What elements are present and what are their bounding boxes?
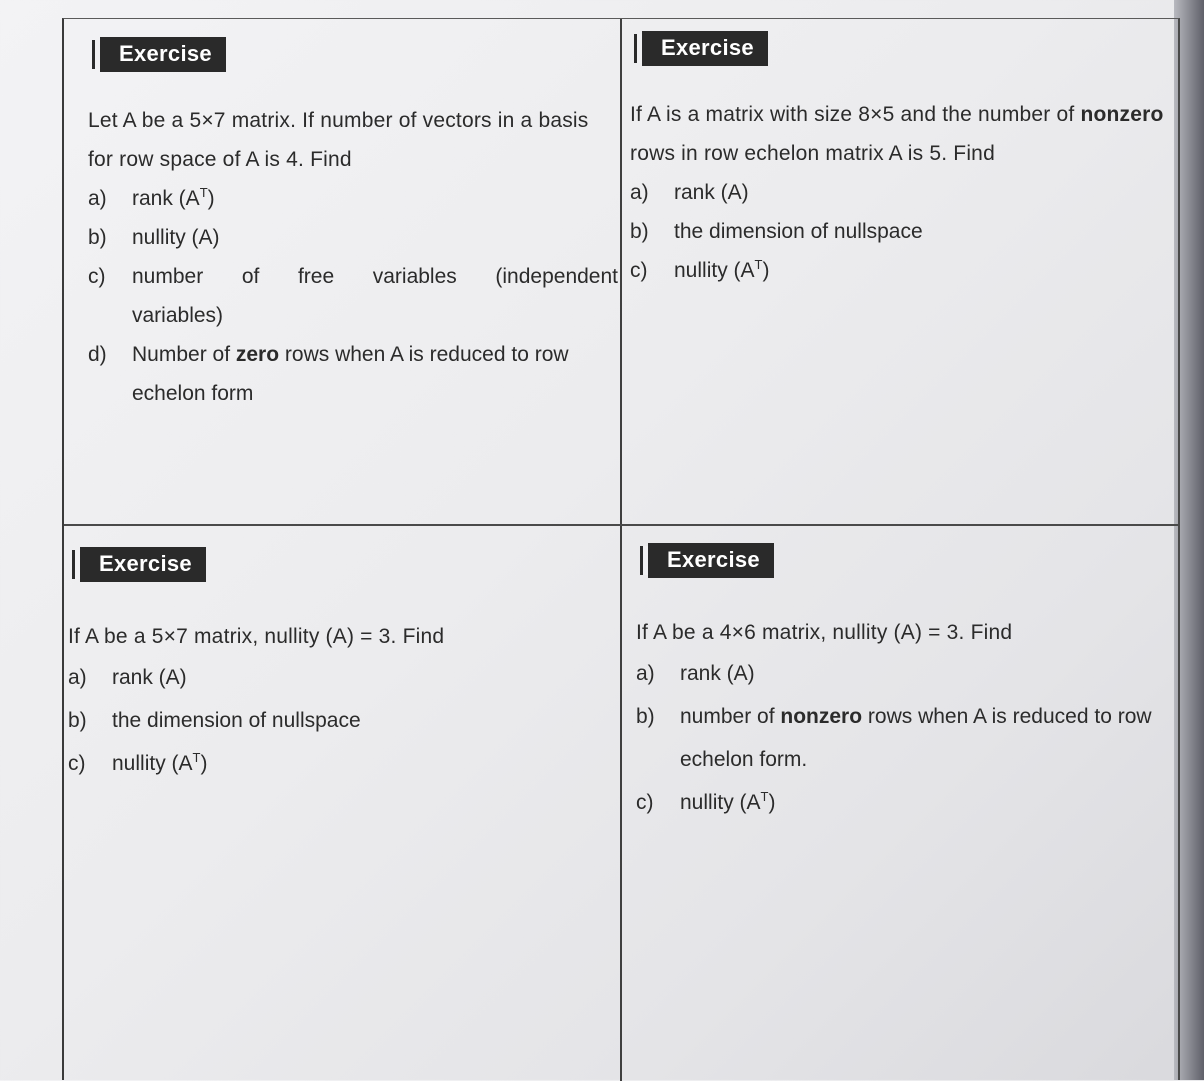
list-item: a) rank (A) bbox=[630, 181, 749, 204]
exercise-badge: Exercise bbox=[100, 37, 226, 72]
list-item: b) number of nonzero rows when A is reduced to row echelon form. bbox=[636, 705, 1152, 771]
exercise-stem: If A be a 4×6 matrix, nullity (A) = 3. Find bbox=[636, 621, 1013, 644]
list-item: c) nullity $(A^T)$ bbox=[68, 750, 208, 775]
list-item: b) nullity (A) bbox=[88, 226, 220, 249]
list-item: c) nullity $(A^T)$ bbox=[630, 257, 770, 282]
exercise-badge: Exercise bbox=[80, 547, 206, 582]
exercise-stem: If A be a 5×7 matrix, nullity (A) = 3. Find bbox=[68, 625, 445, 648]
grid-divider-vertical bbox=[620, 19, 622, 1081]
exercise-stem: Let A be a 5×7 matrix. If number of vectors in a basis for row space of A is 4. Find bbox=[88, 109, 589, 171]
list-item: a) rank (A) bbox=[636, 662, 755, 685]
exercise-box-2 bbox=[630, 31, 1180, 290]
exercise-badge: Exercise bbox=[642, 31, 768, 66]
list-item: c) number of free variables (independent variables) bbox=[88, 265, 618, 327]
list-item: b) the dimension of nullspace bbox=[630, 220, 923, 243]
exercise-box-3 bbox=[68, 547, 608, 785]
list-item: d) Number of zero rows when A is reduced to row echelon form bbox=[88, 343, 569, 405]
exercise-stem: If A is a matrix with size 8×5 and the number of nonzero rows in row echelon matrix A is 5. Find bbox=[630, 103, 1164, 165]
exercise-box-1 bbox=[88, 37, 618, 413]
list-item: b) the dimension of nullspace bbox=[68, 709, 361, 732]
list-item: c) nullity $(A^T)$ bbox=[636, 789, 776, 814]
exercise-badge: Exercise bbox=[648, 543, 774, 578]
exercise-grid bbox=[62, 18, 1180, 1080]
list-item: a) rank (A) bbox=[68, 666, 187, 689]
grid-divider-horizontal bbox=[64, 524, 1180, 526]
list-item: a) rank $(A^T)$ bbox=[88, 185, 215, 210]
exercise-box-4 bbox=[636, 543, 1180, 824]
